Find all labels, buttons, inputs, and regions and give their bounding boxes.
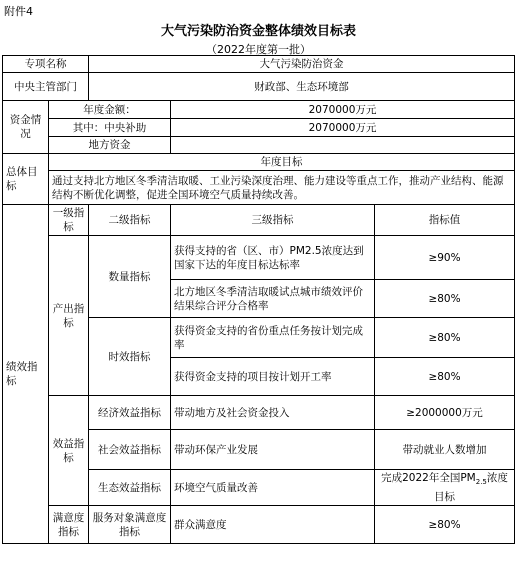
goal-text: 通过支持北方地区冬季清洁取暖、工业污染深度治理、能力建设等重点工作，推动产业结构、能源结构不断优化调整，促进全国环境空气质量持续改善。 [49,171,515,205]
value-7-part-a: 完成2022年全国PM [381,472,476,485]
performance-table [2,55,515,544]
page-title: 大气污染防治资金整体绩效目标表 [160,24,356,39]
value-1: ≥90% [375,236,515,280]
quantity-label: 数量指标 [89,236,171,318]
local-label: 地方资金 [49,137,171,154]
header-level3: 三级指标 [171,205,375,236]
output-label: 产出指标 [49,236,89,396]
value-3: ≥80% [375,318,515,358]
social-label: 社会效益指标 [89,430,171,470]
sat2-label: 服务对象满意度指标 [89,506,171,544]
indicator-4: 获得资金支持的项目按计划开工率 [171,358,375,396]
value-6: 带动就业人数增加 [375,430,515,470]
value-4: ≥80% [375,358,515,396]
goal-label: 总体目标 [3,154,49,205]
project-value: 大气污染防治资金 [89,56,515,73]
goal-head: 年度目标 [49,154,515,171]
indicator-5: 带动地方及社会资金投入 [171,396,375,430]
value-8: ≥80% [375,506,515,544]
indicator-3: 获得资金支持的省份重点任务按计划完成率 [171,318,375,358]
indicator-6: 带动环保产业发展 [171,430,375,470]
sat-label: 满意度指标 [49,506,89,544]
annual-label: 年度金额： [49,101,171,119]
value-5: ≥2000000万元 [375,396,515,430]
perf-label: 绩效指标 [3,205,49,544]
project-label: 专项名称 [3,56,89,73]
annual-value: 2070000万元 [171,101,515,119]
indicator-7: 环境空气质量改善 [171,470,375,506]
dept-label: 中央主管部门 [3,73,89,101]
value-7-part-b: 浓度目标 [434,472,508,503]
header-level2: 二级指标 [89,205,171,236]
indicator-8: 群众满意度 [171,506,375,544]
econ-label: 经济效益指标 [89,396,171,430]
value-7-subscript: 2.5 [475,478,487,487]
value-7 [375,470,515,506]
annex-label: 附件4 [4,5,33,18]
header-value: 指标值 [375,205,515,236]
eco-label: 生态效益指标 [89,470,171,506]
page-subtitle: （2022年度第一批） [206,43,311,56]
time-label: 时效指标 [89,318,171,396]
benefit-label: 效益指标 [49,396,89,506]
dept-value: 财政部、生态环境部 [89,73,515,101]
value-2: ≥80% [375,280,515,318]
header-level1: 一级指标 [49,205,89,236]
central-label: 其中：中央补助 [49,119,171,137]
local-value [171,137,515,154]
indicator-1: 获得支持的省（区、市）PM2.5浓度达到国家下达的年度目标达标率 [171,236,375,280]
indicator-2: 北方地区冬季清洁取暖试点城市绩效评价结果综合评分合格率 [171,280,375,318]
funds-label: 资金情况 [3,101,49,154]
central-value: 2070000万元 [171,119,515,137]
